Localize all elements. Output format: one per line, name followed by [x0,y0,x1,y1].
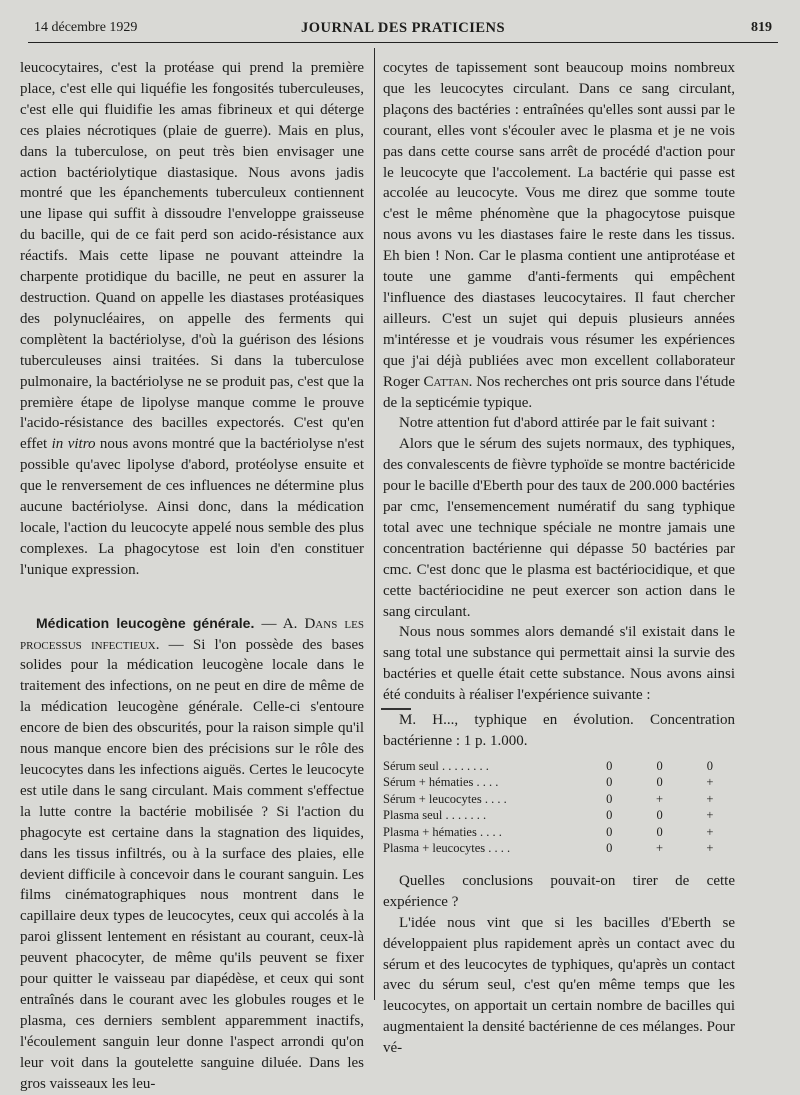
row-value: 0 [606,775,613,790]
left-column [20,58,364,1095]
row-label: Plasma + leucocytes . . . . [383,841,511,856]
row-value: 0 [606,758,613,773]
header-date: 14 décembre 1929 [34,20,138,35]
paragraph: L'idée nous vint que si les bacilles d'Eberth se développaient plus rapidement après un contact avec du sérum et des leucocytes de typhiques, qu'après un contact avec du sérum seul, c'est qu'en même temps que les leucocytes, on apportait un certain nombre de bacilles qui augmentaient la densité bactérienne de ces mélanges. Pour vé- [383,914,735,1057]
column-divider [374,48,375,1000]
row-value: 0 [706,758,713,773]
row-value: + [706,791,714,806]
paragraph-text: — Si l'on possède des bases solides pour la médication leucogène locale dans le traitement des infections, on ne peut en dire de même de la médication leucogène générale. Celle-ci s'entoure encore de bien des obscurités, pour la raison simple qu'il nous manque encore bien des précisions sur le rôle des leucocytes dans les infections aiguës. Certes le leucocyte est utile dans le sang circulant. Mais comment s'effectue la lutte contre la bactérie mobilisée ? Si l'action du phagocyte est certaine dans la stagnation des liquides, dans les tissus infiltrés, ou à la surface des plaies, elle devient difficile à concevoir dans le courant sanguin. Les films cinématographiques nous montrent dans le capillaire deux types de leucocytes, ceux qui accolés à la paroi glissent lentement en résistant au courant, ceux-là peuvent phacocyter, de même qu'ils peuvent se fixer pour quitter le vaisseau par diapédèse, et ceux qui sont entraînés dans le courant avec les globules rouges et le plasma, ces derniers semblent apparemment inactifs, l'écoulement sanguin leur donne l'aspect arrondi qu'on leur voit dans la goutelette sanguine diluée. Dans les gros vaisseaux les leu- [20,636,364,1092]
table-row [383,758,735,775]
row-value: + [706,824,714,839]
experiment-line: M. H..., typhique en évolution. Concentration bactérienne : 1 p. 1.000. [383,712,735,749]
journal-title: JOURNAL DES PRATICIENS [300,20,506,36]
paragraph: Alors que le sérum des sujets normaux, des typhiques, des convalescents de fièvre typhoïde se montre bactéricide pour le bacille d'Eberth pour des taux de 200.000 bactéries par cmc, l'ensemencement numératif du sang typhique total avec une technique spéciale ne montre jamais une concentration bactérienne qui dépasse 50 bactéries par cmc. C'est donc que le plasma est bactériocidique, et que cette bactériocidine ne peut exercer son action dans le sang circulant. [383,436,735,620]
row-value: 0 [606,841,613,856]
row-value: 0 [606,791,613,806]
row-label: Sérum + leucocytes . . . . [383,791,507,806]
italic-term: in vitro [51,436,96,453]
row-value: 0 [656,758,663,773]
row-value: 0 [656,824,663,839]
table-row [383,774,735,791]
paragraph-text: nous avons montré que la bactériolyse n'est possible qu'avec lipolyse d'abord, protéolyse ensuite et que le renversement de ces influences ne détermine plus aucune bactériolyse. Ainsi donc, dans la médication locale, l'action du leucocyte appelé nous semble des plus complexes. La phagocytose est loin d'en constituer l'unique expression. [20,436,365,578]
author-name: Cattan [423,373,469,390]
paragraph-text: cocytes de tapissement sont beaucoup moins nombreux que les leucocytes circulant. Dans ce sang circulant, plaçons des bactéries : entraînées qu'elles sont aussi par le courant, elles vont s'écouler avec le plasma et je ne vois pas dans cette course sans arrêt de procédé d'action pour le leucocyte que l'accolement. La bactérie qui passe est accolée au leucocyte. Vous me direz que somme toute c'est le même phénomène que la phagocytose puisque nous avons vu les diastases faire le reste dans les tissus. Eh bien ! Non. Car le plasma contient une antiprotéase et toute une gamme d'anti-ferments qui empêchent l'influence des diastases leucocytaires. Il faut chercher ailleurs. C'est un sujet qui depuis plusieurs années m'intéresse et je voudrais vous résumer les expériences que j'ai déjà publiées avec mon excellent collaborateur Roger [383,60,735,390]
row-label: Plasma seul . . . . . . . [383,808,487,823]
paragraph [383,58,735,413]
paragraph: Nous nous sommes alors demandé s'il existait dans le sang total une substance qui permettait ainsi la survie des bactéries et quelle était cette substance. Nous avons ainsi été conduits à réaliser l'expérience suivante : [383,624,735,704]
row-value: + [706,808,714,823]
row-value: + [706,775,714,790]
section-paragraph [20,613,364,1095]
row-value: 0 [606,824,613,839]
right-column [383,58,735,1059]
row-label: Plasma + hématies . . . . [383,824,502,839]
table-row [383,807,735,824]
row-value: 0 [606,808,613,823]
table-row [383,840,735,857]
paragraph-text: leucocytaires, c'est la protéase qui prend la première place, c'est elle qui liquéfie les fongosités tuberculeuses, c'est elle qui fluidifie les amas fibrineux et qui déterge ces plaies nécrotiques (plaie de guerre). Mais en plus, dans la tuberculose, on peut très bien envisager une action bactériolytique diastasique. Nous avons jadis montré que les épanchements tuberculeux contiennent une lipase qui suffit à dissoudre l'enveloppe graisseuse du bacille, qui de ce fait perd son acido-résistance aux réactifs. Mais cette lipase ne pouvant atteindre la charpente protidique du bacille, ne peut en assurer la destruction. Quand on appelle les diastases protéasiques des polynucléaires, on appelle des ferments qui complètent la bactériolyse, d'où la guérison des lésions tuberculeuses ainsi traitées. Si dans la tuberculose pulmonaire, la bactériolyse ne se produit pas, c'est que la première étape de lipolyse manque comme le prouve l'acido-résistance des bacilles expectorés. C'est qu'en effet [20,60,364,453]
section-heading: Médication leucogène générale. [36,614,255,631]
subsection-heading: Dans les processus infectieux. [20,615,364,653]
row-label: Sérum + hématies . . . . [383,775,499,790]
paragraph-text: . Nos recherches ont pris source dans l'étude de la septicémie typique. [383,373,735,411]
row-value: + [706,841,714,856]
row-value: 0 [656,775,663,790]
paragraph [20,58,364,581]
page-header [28,14,778,43]
row-value: + [656,841,664,856]
table-row [383,824,735,841]
paragraph: Notre attention fut d'abord attirée par le fait suivant : [399,415,716,432]
row-value: 0 [656,808,663,823]
results-table [383,758,735,857]
table-row [383,791,735,808]
row-label: Sérum seul . . . . . . . . [383,758,489,773]
heading-dash: — A. [254,615,305,632]
paragraph: Quelles conclusions pouvait-on tirer de cette expérience ? [383,872,735,910]
row-value: + [656,791,664,806]
page-number: 819 [751,20,772,35]
